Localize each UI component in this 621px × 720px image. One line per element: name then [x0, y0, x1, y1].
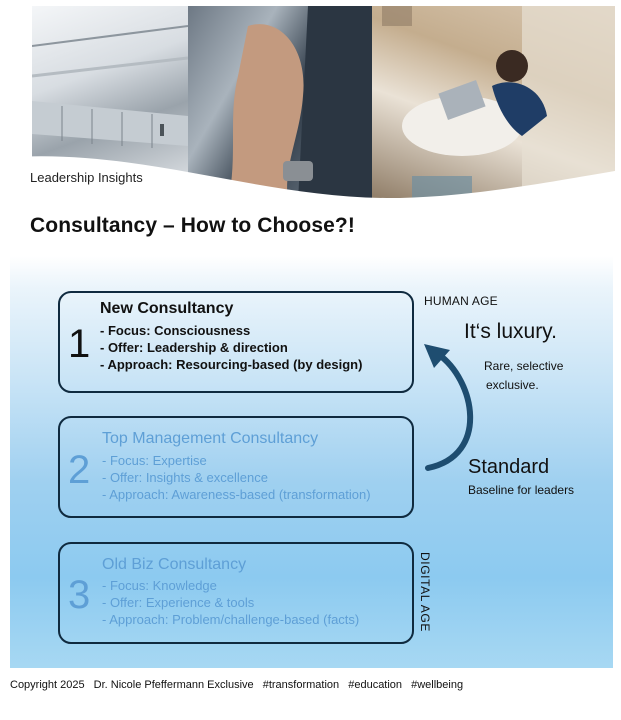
option-number: 3: [68, 573, 91, 617]
option-details: [100, 322, 362, 373]
digital-age-label: DIGITAL AGE: [418, 552, 432, 632]
option-offer: - Offer: Leadership & direction: [100, 340, 288, 355]
option-details: [102, 577, 359, 628]
page-title: Consultancy – How to Choose?!: [30, 214, 355, 237]
option-title: Top Management Consultancy: [102, 430, 319, 447]
human-age-label: HUMAN AGE: [424, 294, 498, 308]
upgrade-curved-arrow-icon: [420, 340, 480, 475]
luxury-description-line: exclusive.: [486, 378, 539, 392]
option-number: 1: [68, 322, 91, 366]
standard-heading: Standard: [468, 456, 550, 478]
luxury-description-line: Rare, selective: [484, 359, 564, 373]
header-wave-shape: [0, 150, 621, 260]
hashtag: #education: [348, 679, 403, 691]
option-focus: - Focus: Consciousness: [100, 323, 251, 338]
option-details: [102, 452, 371, 503]
copyright-text: Copyright 2025: [10, 679, 85, 691]
hashtag: #wellbeing: [411, 679, 464, 691]
option-number: 2: [68, 448, 91, 492]
standard-description: Baseline for leaders: [468, 483, 575, 497]
luxury-description: [484, 357, 563, 395]
option-focus: - Focus: Knowledge: [102, 578, 217, 593]
author-text: Dr. Nicole Pfeffermann Exclusive: [93, 679, 254, 691]
option-approach: - Approach: Problem/challenge-based (facts): [102, 612, 360, 627]
luxury-heading: It‘s luxury.: [464, 320, 557, 343]
option-approach: - Approach: Awareness-based (transformation): [102, 487, 371, 502]
option-title: Old Biz Consultancy: [102, 556, 247, 573]
hashtag: #transformation: [262, 679, 340, 691]
option-approach: - Approach: Resourcing-based (by design): [100, 357, 363, 372]
series-label: Leadership Insights: [30, 170, 143, 185]
footer: [10, 679, 469, 691]
option-title: New Consultancy: [100, 300, 234, 317]
option-focus: - Focus: Expertise: [102, 453, 207, 468]
option-offer: - Offer: Experience & tools: [102, 595, 255, 610]
option-offer: - Offer: Insights & excellence: [102, 470, 268, 485]
